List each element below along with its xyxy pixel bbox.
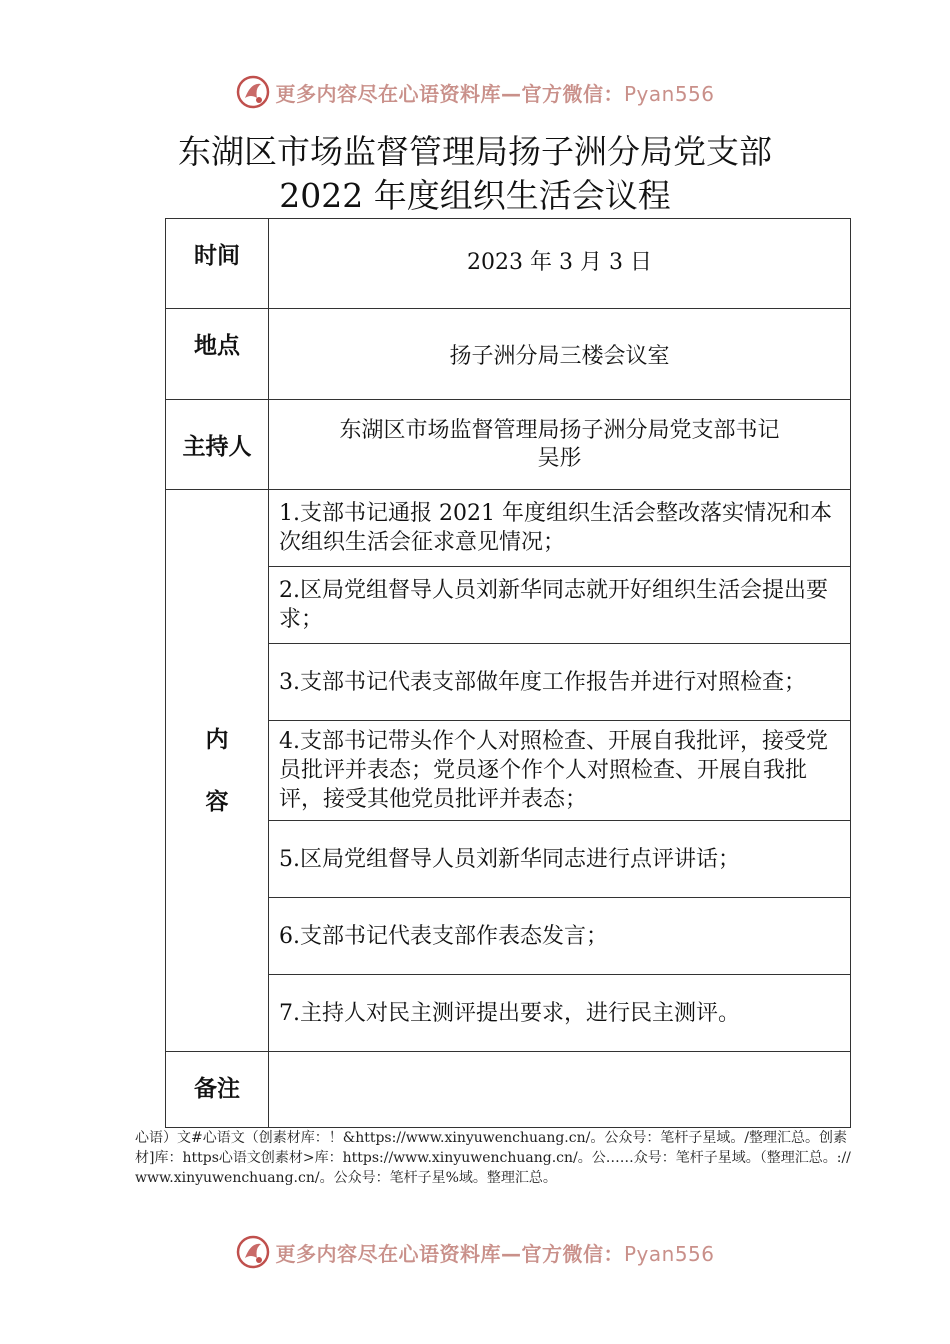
top-watermark-banner [0,72,950,112]
content-label-char-1: 内 [205,726,229,753]
banner-wechat-id: Pyan556 [623,1241,715,1266]
brand-logo-icon [235,74,271,110]
page-title [0,130,950,218]
host-label: 主持人 [166,400,269,490]
footer-watermark-note: 心语）文#心语文（创素材库：！&https://www.xinyuwenchuang.cn/。公众号：笔杆子星域。/整理汇总。创素材]库：https心语文创素材>库：https://www.xinyuwenchuang.cn/。公……众号：笔杆子星域。（整理汇总。://www.xinyuwenchuang.cn/。公众号：笔杆子星%域。整理汇总。 [135,1130,851,1186]
agenda-item-2: 2.区局党组督导人员刘新华同志就开好组织生活会提出要求； [269,567,851,644]
content-label [166,490,269,1052]
table-row-item-4 [166,721,851,821]
agenda-item-3: 3.支部书记代表支部做年度工作报告并进行对照检查； [269,644,851,721]
time-value [269,219,851,309]
table-row-place [166,309,851,400]
host-value-line-2: 吴彤 [537,445,582,471]
host-value [269,400,851,490]
table-row-item-3 [166,644,851,721]
brand-logo-icon [235,1234,271,1270]
agenda-item-7: 7.主持人对民主测评提出要求，进行民主测评。 [269,975,851,1052]
agenda-item-6: 6.支部书记代表支部作表态发言； [269,898,851,975]
banner-text [275,1238,714,1267]
banner-wechat-id: Pyan556 [623,81,715,106]
time-label: 时间 [166,219,269,309]
host-value-line-1: 东湖区市场监督管理局扬子洲分局党支部书记 [339,417,780,443]
place-value: 扬子洲分局三楼会议室 [269,309,851,400]
table-row-item-5 [166,821,851,898]
agenda-item-5: 5.区局党组督导人员刘新华同志进行点评讲话； [269,821,851,898]
table-row-time [166,219,851,309]
agenda-item-4: 4.支部书记带头作个人对照检查、开展自我批评，接受党员批评并表态；党员逐个作个人对照检查、开展自我批评，接受其他党员批评并表态； [269,721,851,821]
title-line-1: 东湖区市场监督管理局扬子洲分局党支部 [178,132,772,171]
table-row-host [166,400,851,490]
title-line-2: 2022 年度组织生活会议程 [279,176,671,215]
table-row-item-6 [166,898,851,975]
banner-main-text: 更多内容尽在心语资料库—官方微信： [275,81,624,106]
agenda-table [165,218,851,1128]
time-value-text: 2023 年 3 月 3 日 [467,250,652,275]
bottom-watermark-banner [0,1232,950,1272]
banner-main-text: 更多内容尽在心语资料库—官方微信： [275,1241,624,1266]
place-label: 地点 [166,309,269,400]
table-row-item-1 [166,490,851,567]
table-row-item-2 [166,567,851,644]
remarks-label: 备注 [166,1052,269,1128]
table-row-remarks [166,1052,851,1128]
agenda-item-1: 1.支部书记通报 2021 年度组织生活会整改落实情况和本次组织生活会征求意见情况； [269,490,851,567]
table-row-item-7 [166,975,851,1052]
remarks-value [269,1052,851,1128]
content-label-char-2: 容 [205,788,229,815]
banner-text [275,78,714,107]
